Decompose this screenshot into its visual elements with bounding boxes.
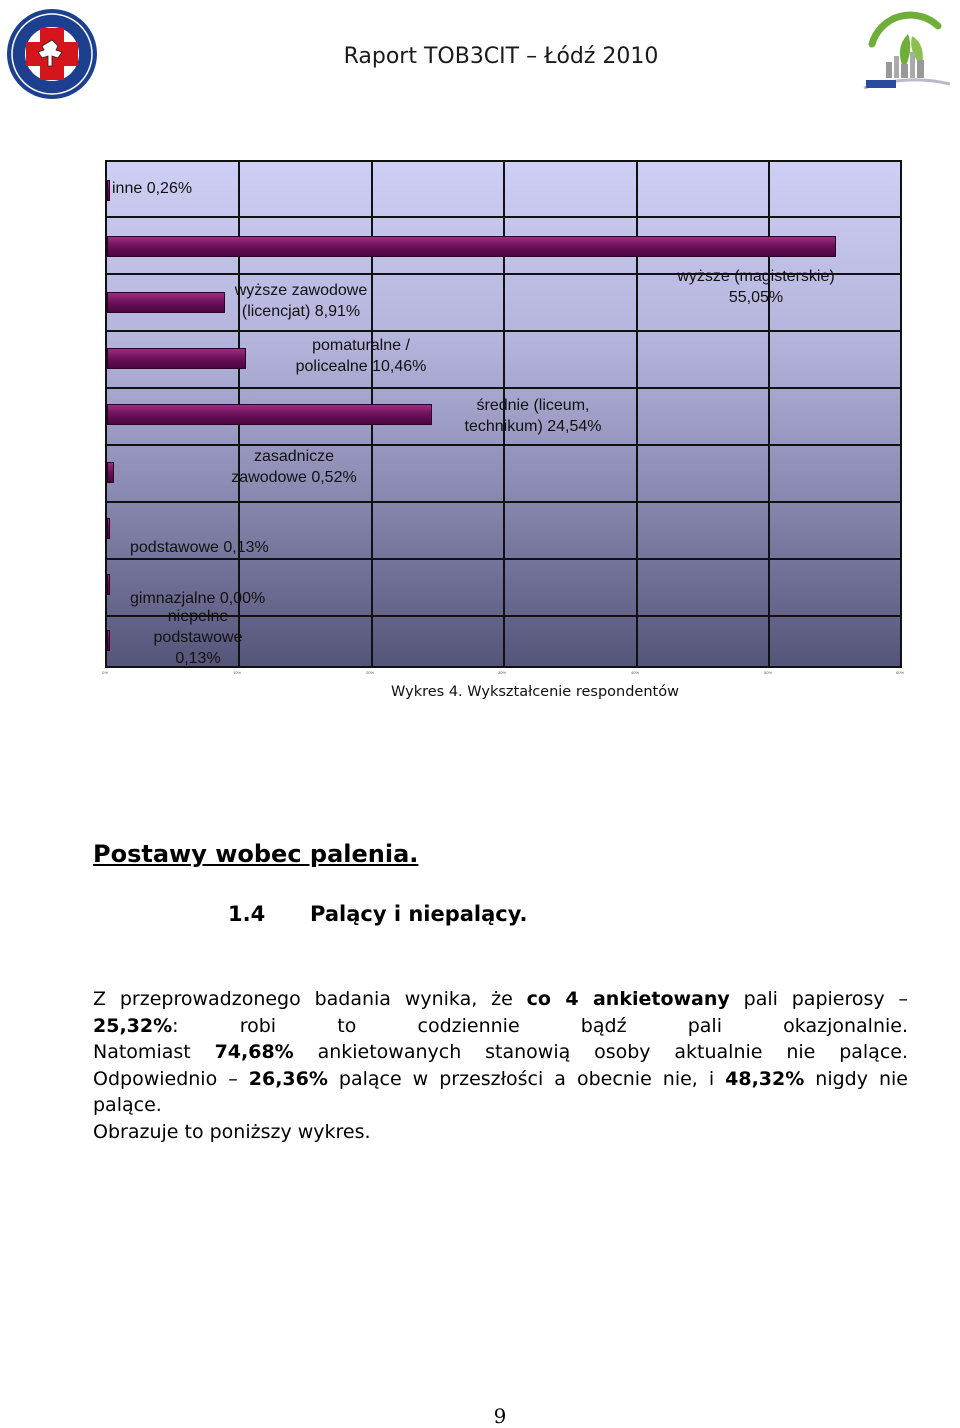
data-label-gimnazjalne: gimnazjalne 0,00% <box>130 590 266 607</box>
x-tick-label: 50% <box>763 670 773 675</box>
x-tick-label: 0% <box>102 670 108 675</box>
bar-wyzsze-magisterskie <box>107 236 836 257</box>
x-tick-label: 20% <box>365 670 375 675</box>
x-tick-label: 60% <box>895 670 905 675</box>
bar-pomaturalne <box>107 348 246 369</box>
bar-podstawowe <box>107 518 110 539</box>
bar-srednie <box>107 404 432 425</box>
paragraph: Natomiast 74,68% ankietowanych stanowią osoby aktualnie nie palące. Odpowiednio – 26,36% palące w przeszłości a obecnie nie, i 48,32% nigdy nie palące. <box>93 1041 908 1116</box>
bar-zasadnicze-zawodowe <box>107 462 114 483</box>
gridline-horizontal <box>107 216 900 218</box>
gridline-horizontal <box>107 558 900 560</box>
x-tick-label: 10% <box>232 670 242 675</box>
bar-inne <box>107 180 110 201</box>
sanitary-inspection-logo <box>6 8 98 100</box>
subsection-number: 1.4 <box>228 902 266 926</box>
gridline-horizontal <box>107 501 900 503</box>
bar-niepelne-podstawowe <box>107 630 110 651</box>
subsection-title: Palący i niepalący. <box>310 902 528 926</box>
x-tick-label: 40% <box>630 670 640 675</box>
data-label-inne: inne 0,26% <box>112 180 193 197</box>
page-number: 9 <box>493 1404 507 1428</box>
bar-wyzsze-zawodowe <box>107 292 225 313</box>
section-heading: Postawy wobec palenia. <box>93 840 419 868</box>
bar-gimnazjalne <box>107 574 110 595</box>
data-label-niepelne-podstawowe: niepełne podstawowe 0,13% <box>153 608 243 667</box>
chart-caption: Wykres 4. Wykształcenie respondentów <box>391 684 679 700</box>
x-tick-label: 30% <box>497 670 507 675</box>
paragraph: Z przeprowadzonego badania wynika, że co 4 ankietowany pali papierosy – 25,32%: robi to codziennie bądź pali okazjonalnie. <box>93 988 908 1037</box>
data-label-srednie: średnie (liceum, technikum) 24,54% <box>464 397 602 435</box>
data-label-podstawowe: podstawowe 0,13% <box>130 539 269 556</box>
gridline-horizontal <box>107 330 900 332</box>
data-label-wyzsze-magisterskie: wyższe (magisterskie) 55,05% <box>677 268 835 306</box>
paragraph: Obrazuje to poniższy wykres. <box>93 1120 371 1143</box>
gridline-horizontal <box>107 387 900 389</box>
data-label-pomaturalne: pomaturalne / policealne 10,46% <box>295 337 427 375</box>
data-label-zasadnicze-zawodowe: zasadnicze zawodowe 0,52% <box>231 448 357 486</box>
body-text <box>93 986 908 1145</box>
page-header-title: Raport TOB3CIT – Łódź 2010 <box>343 44 659 69</box>
data-label-wyzsze-zawodowe: wyższe zawodowe (licencjat) 8,91% <box>234 282 368 320</box>
tob3cit-logo <box>852 4 956 100</box>
